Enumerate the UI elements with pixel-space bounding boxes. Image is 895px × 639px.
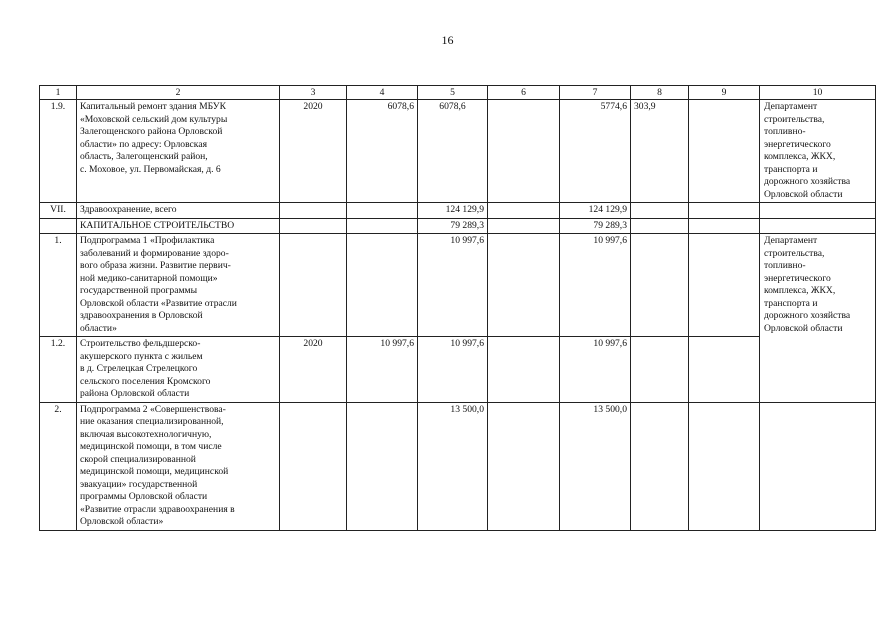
row-col4	[347, 218, 418, 234]
row-year: 2020	[280, 337, 347, 403]
header-cell: 6	[488, 86, 560, 100]
row-col5: 6078,6	[418, 100, 488, 203]
header-cell: 7	[560, 86, 631, 100]
row-year	[280, 203, 347, 219]
row-col9	[689, 100, 760, 203]
row-col8	[631, 337, 689, 403]
row-col4: 6078,6	[347, 100, 418, 203]
header-row	[40, 86, 876, 100]
row-col9	[689, 337, 760, 403]
header-cell: 2	[77, 86, 280, 100]
header-cell: 5	[418, 86, 488, 100]
table-row	[40, 234, 876, 337]
row-col8	[631, 218, 689, 234]
row-year	[280, 402, 347, 530]
row-col9	[689, 402, 760, 530]
table-row	[40, 402, 876, 530]
row-col7: 5774,6	[560, 100, 631, 203]
program-table	[39, 85, 876, 531]
row-number: 1.	[40, 234, 77, 337]
row-name: КАПИТАЛЬНОЕ СТРОИТЕЛЬСТВО	[77, 218, 280, 234]
row-col6	[488, 100, 560, 203]
header-cell: 1	[40, 86, 77, 100]
row-col6	[488, 218, 560, 234]
row-col9	[689, 218, 760, 234]
header-cell: 4	[347, 86, 418, 100]
header-cell: 10	[760, 86, 876, 100]
row-name: Строительство фельдшерско- акушерского пункта с жильем в д. Стрелецкая Стрелецкого сельского поселения Кромского района Орловской области	[77, 337, 280, 403]
row-col5: 10 997,6	[418, 337, 488, 403]
table-row	[40, 100, 876, 203]
row-col6	[488, 402, 560, 530]
row-col4	[347, 402, 418, 530]
row-name: Подпрограмма 1 «Профилактика заболеваний и формирование здоро- вого образа жизни. Развитие первич- ной медико-санитарной помощи» государственной программы Орловской области «Развитие отрасли здравоохранения в Орловской области»	[77, 234, 280, 337]
row-number: VII.	[40, 203, 77, 219]
row-col7: 13 500,0	[560, 402, 631, 530]
row-col5: 79 289,3	[418, 218, 488, 234]
table-row	[40, 337, 876, 403]
row-col6	[488, 337, 560, 403]
table-row	[40, 218, 876, 234]
row-department: Департамент строительства, топливно- энергетического комплекса, ЖКХ, транспорта и дорожного хозяйства Орловской области	[760, 100, 876, 203]
row-col7: 79 289,3	[560, 218, 631, 234]
row-col9	[689, 234, 760, 337]
row-col4	[347, 203, 418, 219]
row-name: Подпрограмма 2 «Совершенствова- ние оказания специализированной, включая высокотехнологичную, медицинской помощи, в том числе скорой специализированной медицинской помощи, медицинской эвакуации» государственной программы Орловской области «Развитие отрасли здравоохранения в Орловской области»	[77, 402, 280, 530]
row-col5: 13 500,0	[418, 402, 488, 530]
row-name: Здравоохранение, всего	[77, 203, 280, 219]
row-col6	[488, 203, 560, 219]
header-cell: 8	[631, 86, 689, 100]
row-col8: 303,9	[631, 100, 689, 203]
row-col8	[631, 402, 689, 530]
row-col7: 10 997,6	[560, 337, 631, 403]
row-department: Департамент строительства, топливно- энергетического комплекса, ЖКХ, транспорта и дорожного хозяйства Орловской области	[760, 234, 876, 403]
page-number: 16	[441, 33, 454, 47]
row-col8	[631, 234, 689, 337]
row-col4	[347, 234, 418, 337]
row-name: Капитальный ремонт здания МБУК «Моховской сельский дом культуры Залегощенского района Орловской области» по адресу: Орловская область, Залегощенский район, с. Моховое, ул. Первомайская, д. 6	[77, 100, 280, 203]
row-department	[760, 218, 876, 234]
row-number	[40, 218, 77, 234]
row-col5: 124 129,9	[418, 203, 488, 219]
row-col9	[689, 203, 760, 219]
row-number: 1.9.	[40, 100, 77, 203]
header-cell: 3	[280, 86, 347, 100]
table-row	[40, 203, 876, 219]
row-number: 1.2.	[40, 337, 77, 403]
row-col4: 10 997,6	[347, 337, 418, 403]
row-col5: 10 997,6	[418, 234, 488, 337]
row-department	[760, 203, 876, 219]
row-col7: 10 997,6	[560, 234, 631, 337]
row-department	[760, 402, 876, 530]
row-number: 2.	[40, 402, 77, 530]
header-cell: 9	[689, 86, 760, 100]
row-year	[280, 234, 347, 337]
row-col6	[488, 234, 560, 337]
row-col7: 124 129,9	[560, 203, 631, 219]
row-year	[280, 218, 347, 234]
row-col8	[631, 203, 689, 219]
row-year: 2020	[280, 100, 347, 203]
